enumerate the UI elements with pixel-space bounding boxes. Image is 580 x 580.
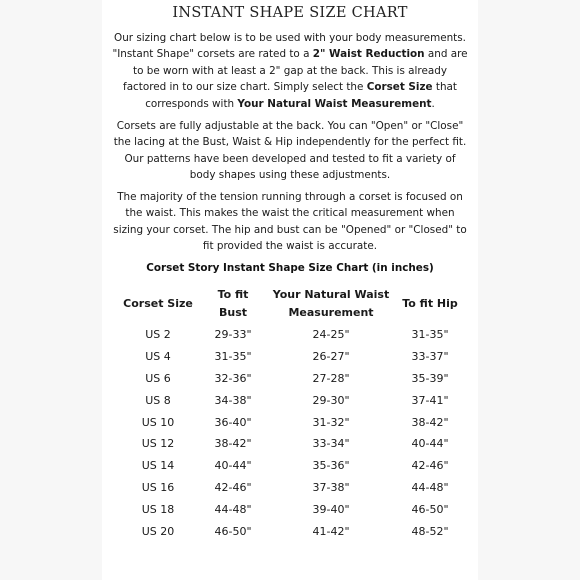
cell-bust: 31-35" (214, 350, 252, 364)
table-row (118, 411, 466, 433)
intro-text-3: that corresponds with (145, 81, 457, 110)
cell-waist: 29-30" (312, 393, 350, 407)
cell-waist: 39-40" (312, 502, 350, 516)
cell-bust: 29-33" (214, 328, 252, 342)
adjustment-paragraph: Corsets are fully adjustable at the back. You can "Open" or "Close" the lacing at the Bust, Waist & Hip independently for the perfect fit. Our patterns have been developed and tested to fit a variety of body shapes using these adjustments. (113, 120, 467, 182)
cell-waist: 37-38" (312, 480, 350, 494)
cell-waist: 27-28" (312, 371, 350, 385)
cell-hip: 37-41" (411, 393, 449, 407)
header-waist-line1: Your Natural Waist (272, 288, 390, 301)
size-table (118, 284, 466, 542)
cell-waist: 41-42" (312, 524, 350, 538)
cell-size: US 6 (145, 371, 171, 385)
cell-waist: 31-32" (312, 415, 350, 429)
cell-size: US 20 (141, 524, 175, 538)
cell-bust: 46-50" (214, 524, 252, 538)
table-header-row (118, 284, 466, 324)
table-row (118, 477, 466, 499)
cell-bust: 38-42" (214, 437, 252, 451)
cell-size: US 18 (141, 502, 175, 516)
intro-bold-corset-size: Corset Size (366, 81, 433, 94)
header-bust-line1: To fit (217, 288, 249, 301)
intro-bold-natural-waist: Your Natural Waist Measurement (237, 97, 432, 110)
table-row (118, 389, 466, 411)
table-row (118, 368, 466, 390)
cell-bust: 44-48" (214, 502, 252, 516)
table-row (118, 433, 466, 455)
cell-hip: 42-46" (411, 459, 449, 473)
intro-text-1: Our sizing chart below is to be used with your body measurements. "Instant Shape" corsets are rated to a (112, 32, 466, 61)
intro-text-4: . (431, 97, 435, 110)
header-bust-line2: Bust (218, 306, 248, 319)
cell-size: US 12 (141, 437, 175, 451)
page-title: INSTANT SHAPE SIZE CHART (172, 5, 408, 21)
cell-hip: 31-35" (411, 328, 449, 342)
intro-text-2: and are to be worn with at least a 2" gap at the back. This is already factored in to our size chart. Simply select the (123, 48, 468, 94)
cell-bust: 36-40" (214, 415, 252, 429)
cell-waist: 24-25" (312, 328, 350, 342)
cell-size: US 8 (145, 393, 171, 407)
cell-size: US 4 (145, 350, 171, 364)
cell-hip: 38-42" (411, 415, 449, 429)
cell-hip: 33-37" (411, 350, 449, 364)
cell-size: US 2 (145, 328, 171, 342)
header-corset-size: Corset Size (123, 297, 193, 310)
header-waist (268, 284, 394, 324)
intro-paragraph (112, 30, 468, 112)
size-chart-page (102, 0, 478, 580)
table-title: Corset Story Instant Shape Size Chart (in inches) (146, 262, 434, 274)
table-row (118, 346, 466, 368)
cell-bust: 32-36" (214, 371, 252, 385)
table-body (118, 324, 466, 542)
header-waist-line2: Measurement (288, 306, 374, 319)
tension-paragraph: The majority of the tension running through a corset is focused on the waist. This makes the waist the critical measurement when sizing your corset. The hip and bust can be "Opened" or "Closed" to fit provided the waist is accurate. (113, 191, 467, 253)
cell-bust: 34-38" (214, 393, 252, 407)
cell-hip: 48-52" (411, 524, 449, 538)
table-row (118, 498, 466, 520)
cell-waist: 26-27" (312, 350, 350, 364)
cell-waist: 33-34" (312, 437, 350, 451)
table-row (118, 324, 466, 346)
header-bust (198, 284, 268, 324)
cell-bust: 42-46" (214, 480, 252, 494)
header-hip: To fit Hip (402, 297, 458, 310)
table-row (118, 455, 466, 477)
cell-hip: 46-50" (411, 502, 449, 516)
table-row (118, 520, 466, 542)
cell-bust: 40-44" (214, 459, 252, 473)
cell-size: US 14 (141, 459, 175, 473)
cell-waist: 35-36" (312, 459, 350, 473)
cell-size: US 16 (141, 480, 175, 494)
cell-hip: 44-48" (411, 480, 449, 494)
intro-bold-waist-reduction: 2" Waist Reduction (312, 48, 425, 61)
cell-hip: 40-44" (411, 437, 449, 451)
cell-size: US 10 (141, 415, 175, 429)
cell-hip: 35-39" (411, 371, 449, 385)
